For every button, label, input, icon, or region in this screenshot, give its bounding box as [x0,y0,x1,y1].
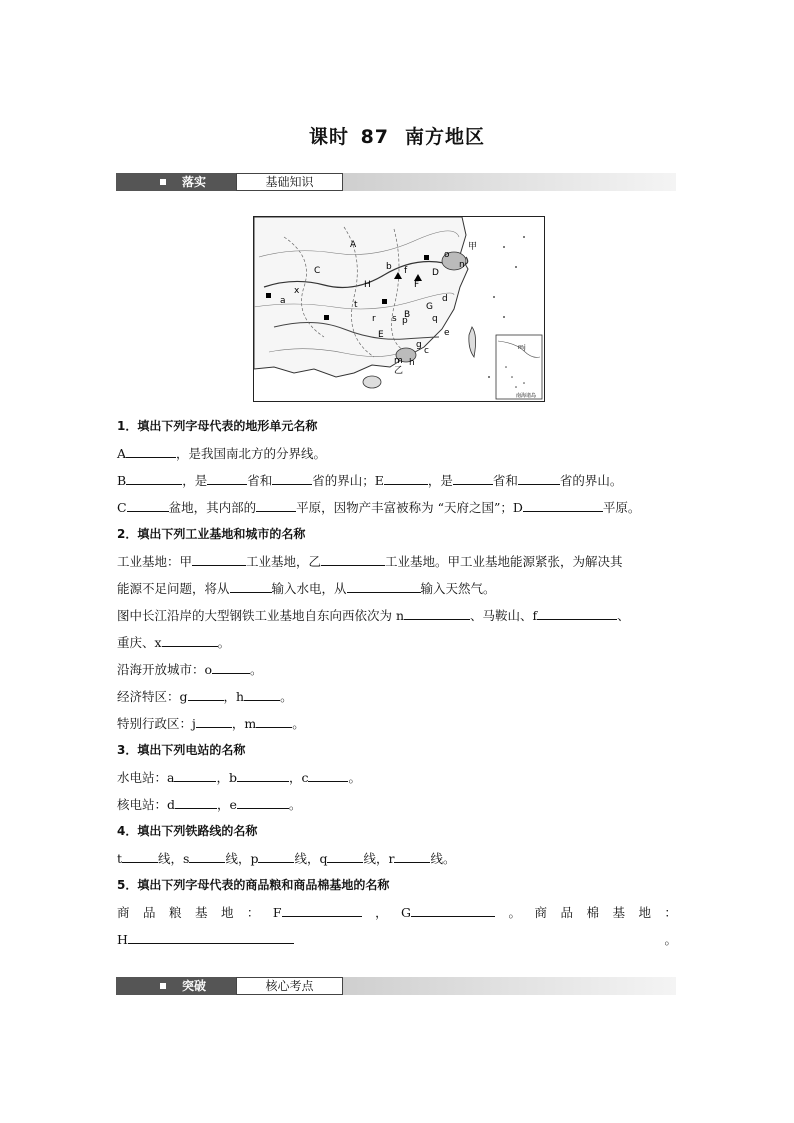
answer-blank[interactable] [122,848,158,863]
text: 特别行政区：j [117,716,196,731]
map-label-a: a [280,296,286,306]
q2-line-2 [117,575,677,602]
text: 水电站：a [117,770,175,785]
text: 商 [534,905,548,920]
section-label: 核心考点 [236,977,343,995]
map-label-t: t [354,300,358,310]
text: 能源不足问题，将从 [117,581,230,596]
q2-line-1 [117,548,677,575]
text: 输入水电，从 [271,581,347,596]
q5-line-1 [117,899,677,926]
answer-blank[interactable] [523,497,603,512]
answer-blank[interactable] [411,902,495,917]
text: 工业基地：甲 [117,554,193,569]
q2-line-7 [117,710,677,737]
text: C [117,500,127,515]
lesson-number: 87 [360,126,390,148]
text: 品 [560,905,573,920]
answer-blank[interactable] [308,767,348,782]
answer-blank[interactable] [212,659,250,674]
text: 。 [664,932,677,947]
answer-blank[interactable] [272,470,312,485]
map-label-f: f [404,266,408,276]
text: G [401,905,412,920]
text: 粮 [168,905,182,920]
answer-blank[interactable] [196,713,232,728]
text: 省和 [492,473,518,488]
answer-blank[interactable] [258,848,294,863]
text: 基 [194,905,208,920]
text: 核电站：d [117,797,176,812]
map-label-yi: 乙 [394,366,404,376]
answer-blank[interactable] [518,470,560,485]
answer-blank[interactable] [537,605,617,620]
text: 省和 [247,473,273,488]
map-label-H: H [364,280,371,290]
inset-caption: 南海诸岛 [516,393,537,399]
answer-blank[interactable] [327,848,363,863]
text: ，m [231,716,257,731]
text: 。 [292,716,305,731]
text: 平原。 [602,500,641,515]
answer-blank[interactable] [192,551,246,566]
map-label-s: s [392,314,397,324]
map-label-b: b [386,262,392,272]
answer-F [273,899,362,926]
q2-line-4 [117,629,677,656]
q4-line-1 [117,845,677,872]
text: 工业基地。甲工业基地能源紧张，为解决其 [385,554,623,569]
text: ，是 [427,473,453,488]
answer-blank[interactable] [256,713,292,728]
section-tag-label: 落实 [182,175,207,189]
text: ，是我国南北方的分界线。 [176,446,327,461]
text: 地 [638,905,651,920]
text: 。 [348,770,361,785]
map-label-d: d [442,294,448,304]
map-label-r: r [372,314,376,324]
map-label-F: F [414,280,420,290]
text: 。 [508,905,522,920]
square-bullet-icon [160,179,166,185]
text: ，c [288,770,309,785]
map-label-B: B [404,310,411,320]
answer-blank[interactable] [244,686,280,701]
text: 。 [280,689,293,704]
q1-line-1 [117,440,677,467]
section-label: 基础知识 [236,173,343,191]
text: 盆地，其内部的 [168,500,257,515]
title-name: 南方地区 [405,126,486,148]
square-bullet-icon [160,983,166,989]
text: ，e [217,797,237,812]
q2-line-6 [117,683,677,710]
map-label-c: c [424,346,429,356]
text: B [117,473,127,488]
answer-blank[interactable] [453,470,493,485]
q1-line-2 [117,467,677,494]
text: 线，q [294,851,328,866]
q1-heading: 1．填出下列字母代表的地形单元名称 [117,419,318,433]
q1-line-3 [117,494,677,521]
text: F [272,905,282,920]
map-label-x: x [294,286,300,296]
text: 商 [117,905,130,920]
answer-blank[interactable] [189,848,225,863]
text: 省的界山。 [559,473,623,488]
text: 品 [142,905,156,920]
answer-blank[interactable] [162,632,218,647]
map-label-n: n [459,260,465,270]
answer-blank[interactable] [207,470,247,485]
text: 线。 [430,851,456,866]
answer-blank[interactable] [384,470,428,485]
text: 。 [288,797,302,812]
text: 基 [612,905,625,920]
text: t [117,851,123,866]
text: 、 [617,608,630,623]
q2-line-5 [117,656,677,683]
answer-blank[interactable] [347,578,421,593]
text: H [117,932,128,947]
inset-label-m: m [518,344,524,351]
text: ，h [223,689,245,704]
text: 输入天然气。 [420,581,496,596]
answer-blank[interactable] [174,767,216,782]
text: ，是 [182,473,208,488]
text: 线，p [225,851,259,866]
text: ： [246,905,260,920]
inset-label-j: j [524,344,526,351]
answer-blank[interactable] [126,470,182,485]
section-bar-basics [116,173,676,191]
q2-line-3 [117,602,677,629]
text: 重庆、x [117,635,162,650]
exercise-content [117,413,677,953]
text: 、马鞍山、f [470,608,538,623]
text: 平原，因物产丰富被称为 “天府之国”；D [296,500,523,515]
answer-H [117,926,294,953]
text: 经济特区：g [117,689,188,704]
answer-blank[interactable] [230,578,272,593]
q3-line-2 [117,791,677,818]
answer-blank[interactable] [394,848,430,863]
map-label-C: C [314,266,321,276]
title-prefix: 课时 [308,126,349,148]
map-label-h: h [409,358,415,368]
section-tag [116,173,236,191]
text: 图中长江沿岸的大型钢铁工业基地自东向西依次为 n [117,608,405,623]
map-label-D: D [432,268,439,278]
section-tag [116,977,236,995]
section-bar-core [116,977,676,995]
answer-blank[interactable] [256,497,296,512]
text: 。 [217,635,231,650]
text: 省的界山；E [312,473,384,488]
answer-blank[interactable] [237,794,289,809]
south-china-map [253,216,545,402]
q4-heading: 4．填出下列铁路线的名称 [117,824,258,838]
text: ，b [216,770,237,785]
map-label-m: m [394,356,403,366]
text: ： [664,905,677,920]
text: A [117,446,127,461]
answer-blank[interactable] [237,767,289,782]
answer-blank[interactable] [127,497,169,512]
answer-blank[interactable] [126,443,176,458]
q5-heading: 5．填出下列字母代表的商品粮和商品棉基地的名称 [117,878,390,892]
text: 工业基地，乙 [246,554,322,569]
answer-blank[interactable] [128,929,294,944]
answer-G [401,899,495,926]
map-label-G: G [426,302,433,312]
text: 沿海开放城市：o [117,662,213,677]
q3-line-1 [117,764,677,791]
answer-blank[interactable] [321,551,385,566]
text: 地 [220,905,234,920]
answer-blank[interactable] [188,686,224,701]
section-tag-label: 突破 [182,979,207,993]
answer-blank[interactable] [282,902,362,917]
q5-line-2 [117,926,677,953]
q3-heading: 3．填出下列电站的名称 [117,743,246,757]
map-label-q: q [432,314,438,324]
answer-blank[interactable] [404,605,470,620]
map-label-o: o [444,250,450,260]
text: 棉 [586,905,599,920]
map-label-p: p [402,316,408,326]
text: 线，s [158,851,190,866]
text: ， [375,905,388,920]
map-label-g: g [416,340,422,350]
text: 。 [250,662,263,677]
map-figure [254,217,544,401]
map-label-A: A [350,240,357,250]
map-label-e: e [444,328,450,338]
page-title [0,122,794,149]
q2-heading: 2．填出下列工业基地和城市的名称 [117,527,306,541]
map-label-E: E [378,330,384,340]
text: 线，r [363,851,395,866]
answer-blank[interactable] [175,794,217,809]
map-label-jia: 甲 [468,242,478,252]
